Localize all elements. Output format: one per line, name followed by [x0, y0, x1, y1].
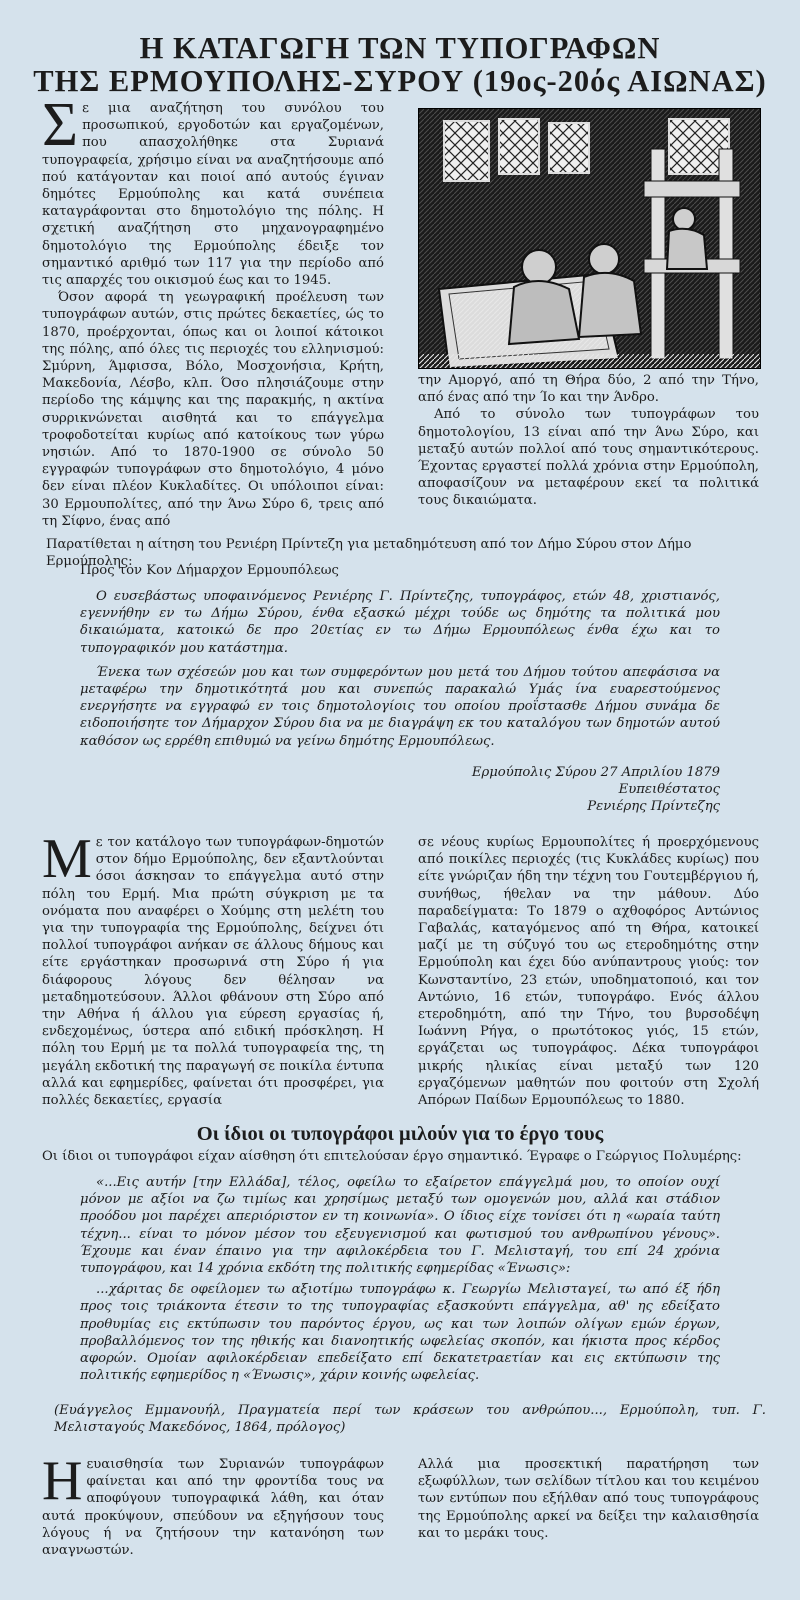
petition-date: Ερμούπολις Σύρου 27 Απριλίου 1879 [471, 765, 720, 780]
intro-column-left [42, 91, 384, 530]
printing-workshop-woodcut [418, 108, 761, 369]
section3-intro: Οι ίδιοι οι τυπογράφοι είχαν αίσθηση ότι επιτελούσαν έργο σημαντικό. Έγραφε ο Γεώργιος Πολυμέρης: [42, 1149, 742, 1164]
petition-paragraph-1: Ο ευσεβάστως υποφαινόμενος Ρενιέρης Γ. Πρίντεζης, τυπογράφος, ετών 48, χριστιανός, εγεννήθην εν τω Δήμω Σύρου, ένθα εξασκώ μέχρι τούδε ως δημότης τα πολιτικά μου δικαιώματα, κατοικώ δε προ 20ετίας εν τω Δήμω Ερμουπόλεως ένθα έχω και το τυπογραφικόν μου κατάστημα. [80, 589, 720, 656]
section2-left-text: ε τον κατάλογο των τυπογράφων-δημοτών στον δήμο Ερμούπολης, δεν εξαντλούνται όσοι άσκησαν το επάγγελμα αυτό στην πόλη του Ερμή. Μια πρώτη σύγκριση με τα ονόματα που αναφέρει ο Χούμης στη μελέτη του για την τυπογραφία της Ερμούπολης, δείχνει ότι πολλοί τυπογράφοι ανήκαν σε άλλους δήμους και είτε εργάστηκαν προσωρινά στη Σύρο ή για διάφορους λόγους δεν θέλησαν να μεταδημοτεύσουν. Άλλοι φθάνουν στη Σύρο από την Αθήνα ή άλλου για εύρεση εργασίας ή, ενδεχομένως, ύστερα από ειδική πρόσκληση. Η πόλη του Ερμή με τα πολλά τυπογραφεία της, τη μεγάλη εκδοτική της παραγωγή σε ποικίλα έντυπα αλλά και εφημερίδες, φαίνεται ότι προσφέρει, για πολλές δεκαετίες, εργασία [42, 835, 384, 1109]
dropcap: Σ [42, 91, 79, 159]
petition-signoff [360, 764, 720, 816]
section3-heading: Οι ίδιοι οι τυπογράφοι μιλούν για το έργο τους [196, 1123, 604, 1145]
section3-quotes [80, 1174, 720, 1384]
petition-body [80, 588, 720, 750]
section3-citation: (Ευάγγελος Εμμανουήλ, Πραγματεία περί των κράσεων του ανθρώπου..., Ερμούπολη, τυπ. Γ. Μελισταγούς Μακεδόνος, 1864, πρόλογος) [54, 1403, 766, 1436]
section4-column-left [42, 1450, 384, 1559]
section2-right-text: σε νέους κυρίως Ερμουπολίτες ή προερχόμενους από ποικίλες περιοχές (τις Κυκλάδες κυρίως) που είτε γνώριζαν ήδη την τέχνη του Γουτεμβέργιου ή, συνήθως, ήθελαν να την μάθουν. Δύο παραδείγματα: Το 1879 ο αχθοφόρος Αντώνιος Γαβαλάς, καταγόμενος από τη Θήρα, κατοικεί μαζί με τη σύζυγό του ως ετεροδημότης στην Ερμούπολη και έχει δύο ανύπαντρους γιούς: τον Κωνσταντίνο, 23 ετών, υποδηματοποιό, και τον Αντώνιο, 16 ετών, τυπογράφο. Ενός άλλου ετεροδημότη, από την Τήνο, του βυρσοδέψη Ιωάννη Ρήγα, ο πρωτότοκος γιός, 15 ετών, εργάζεται ως τυπογράφος. Δέκα τυπογράφοι μικρής ηλικίας είναι μεταξύ των 120 εργαζόμενων μαθητών που φοιτούν στη Σχολή Απόρων Παίδων Ερμουπόλεως το 1880. [418, 835, 759, 1109]
intro-paragraph-1: ε μια αναζήτηση του συνόλου του προσωπικού, εργοδοτών και εργαζομένων, που απασχολήθηκε στα Συριανά τυπογραφεία, χρήσιμο είναι να αναζητήσουμε από πού κατάγονταν και ποιοί από αυτούς έγιναν δημότες Ερμούπολης και κατά συνέπεια καταγράφονται στο δημοτολόγιο της πόλης. Η σχετική αναζήτηση στο μηχανογραφημένο δημοτολόγιο της Ερμούπολης έδειξε τον σημαντικό αριθμό των 117 για την περίοδο από τις απαρχές του οικισμού έως και το 1945. [42, 101, 384, 289]
section4-right-text: Αλλά μια προσεκτική παρατήρηση των εξωφύλλων, των σελίδων τίτλου και του κειμένου των εντύπων που εξήλθαν από τους τυπογράφους της Ερμούπολης αρκεί να δείξει την καλαισθησία και το μεράκι τους. [418, 1457, 759, 1541]
title-line-1: Η ΚΑΤΑΓΩΓΗ ΤΩΝ ΤΥΠΟΓΡΑΦΩΝ [139, 31, 661, 65]
section2-column-right [418, 834, 759, 1109]
title-line-2: ΤΗΣ ΕΡΜΟΥΠΟΛΗΣ-ΣΥΡΟΥ (19ος-20ός ΑΙΩΝΑΣ) [33, 64, 767, 98]
petition-salutation: Προς τον Κον Δήμαρχον Ερμουπόλεως [80, 563, 339, 578]
section4-left-text: ευαισθησία των Συριανών τυπογράφων φαίνεται και από την φροντίδα τους να αποφύγουν τυπογραφικά λάθη, και όταν αυτά προκύψουν, σπεύδουν να εξηγήσουν τους λόγους ή να ζητήσουν την κατανόηση των αναγνωστών. [42, 1457, 384, 1559]
petition-signature: Ρενιέρης Πρίντεζης [587, 799, 720, 815]
intro-right-paragraph-2: Από το σύνολο των τυπογράφων του δημοτολογίου, 13 είναι από την Άνω Σύρο, και μεταξύ αυτών πολλοί από τους σημαντικότερους. Έχοντας εργαστεί πολλά χρόνια στην Ερμούπολη, αποφασίζουν να μεταφέρουν εκεί τα πολιτικά τους δικαιώματα. [418, 407, 759, 509]
dropcap: Η [42, 1450, 83, 1512]
petition-paragraph-2: Ένεκα των σχέσεών μου και των συμφερόντων μου μετά του Δήμου τούτου απεφάσισα να μεταφέρω την δημοτικότητά μου και συνεπώς παρακαλώ Υμάς ίνα ευαρεστούμενος ενεργήσητε να εγγραφώ εν τοις δημοτολογίοις του οποίου προΐστασθε Δήμου συνάμα δε ειδοποιήσητε τον Δήμαρχον Σύρου δια να με διαγράψη εκ του καταλόγου των δημοτών αυτού καθόσον ως ερρέθη επιθυμώ να γείνω δημότης Ερμουπόλεως. [80, 664, 720, 749]
intro-column-right [418, 372, 759, 510]
section3-quote-2: ...χάριτας δε οφείλομεν τω αξιοτίμω τυπογράφω κ. Γεωργίω Μελισταγεί, τω από έξ ήδη προς τοις τριάκοντα έτεσιν το της τυπογραφίας εξασκούντι επάγγελμα, αθ' ης εδείξατο προθυμίας εις εκτύπωσιν του παρόντος έργου, ως και των λοιπών ολίγων εμών έργων, προβαλλόμενος τον της ηθικής και διανοητικής ωφελείας σκοπόν, και ήκιστα προς κέρδος αφορών. Ομοίαν αφιλοκέρδειαν επεδείξατο επί δεκατετραετίαν και εις εκτύπωσιν της πολιτικής εφημερίδος η «Ένωσις», χάριν κοινής ωφελείας. [80, 1282, 720, 1384]
intro-paragraph-2: Όσον αφορά τη γεωγραφική προέλευση των τυπογράφων αυτών, στις πρώτες δεκαετίες, ώς το 1870, προέρχονται, όπως και οι λοιποί κάτοικοι της πόλης, από όλες τις περιοχές του ελληνισμού: Σμύρνη, Άμφισσα, Βόλο, Μοσχονήσια, Κρήτη, Μακεδονία, Λέσβο, κλπ. Όσο πλησιάζουμε στην περίοδο της κάμψης και της παρακμής, η ακτίνα συρρικνώνεται αισθητά και το επάγγελμα τροφοδοτείται κυρίως από κατοίκους των γύρω νησιών. Από το 1870-1900 σε σύνολο 50 εγγραφών τυπογράφων στο δημοτολόγιο, 4 μόνο δεν είναι πλέον Κυκλαδίτες. Οι υπόλοιποι είναι: 30 Ερμουπολίτες, από την Άνω Σύρο 6, τρεις από τη Σίφνο, ένας από [42, 290, 384, 529]
section2-column-left [42, 828, 384, 1109]
section3-quote-1: «...Εις αυτήν [την Ελλάδα], τέλος, οφείλω το εξαίρετον επάγγελμά μου, το οποίον ουχί μόνον με αξίοι να ζω τιμίως και χρησίμως μεταξύ των ομογενών μου, αλλά και στάδιον προόδου μοι παρέχει απεριόριστον εν τη κοινωνία». Ο ίδιος είχε τονίσει ότι η «ωραία ταύτη τέχνη... είναι το μόνον μέσον του εξευγενισμού και φωτισμού του ανθρωπίνου γένους». Έχουμε και έναν έπαινο για την αφιλοκέρδεια του Γ. Μελισταγή, του επί 24 χρόνια τυπογράφου, και 14 χρόνια εκδότη της πολιτικής εφημερίδας «Ένωσις»: [80, 1175, 720, 1277]
petition-intro: Παρατίθεται η αίτηση του Ρενιέρη Πρίντεζη για μεταδημότευση από τον Δήμο Σύρου στον Δήμο Ερμούπολης: [46, 537, 692, 570]
dropcap: Μ [42, 828, 92, 890]
section4-column-right [418, 1456, 759, 1542]
intro-right-paragraph-1: την Αμοργό, από τη Θήρα δύο, 2 από την Τήνο, από ένας από την Ίο και την Άνδρο. [418, 373, 759, 406]
woodcut-drawing [419, 109, 760, 368]
page-title [0, 32, 800, 98]
petition-closing: Ευπειθέστατος [618, 782, 720, 798]
